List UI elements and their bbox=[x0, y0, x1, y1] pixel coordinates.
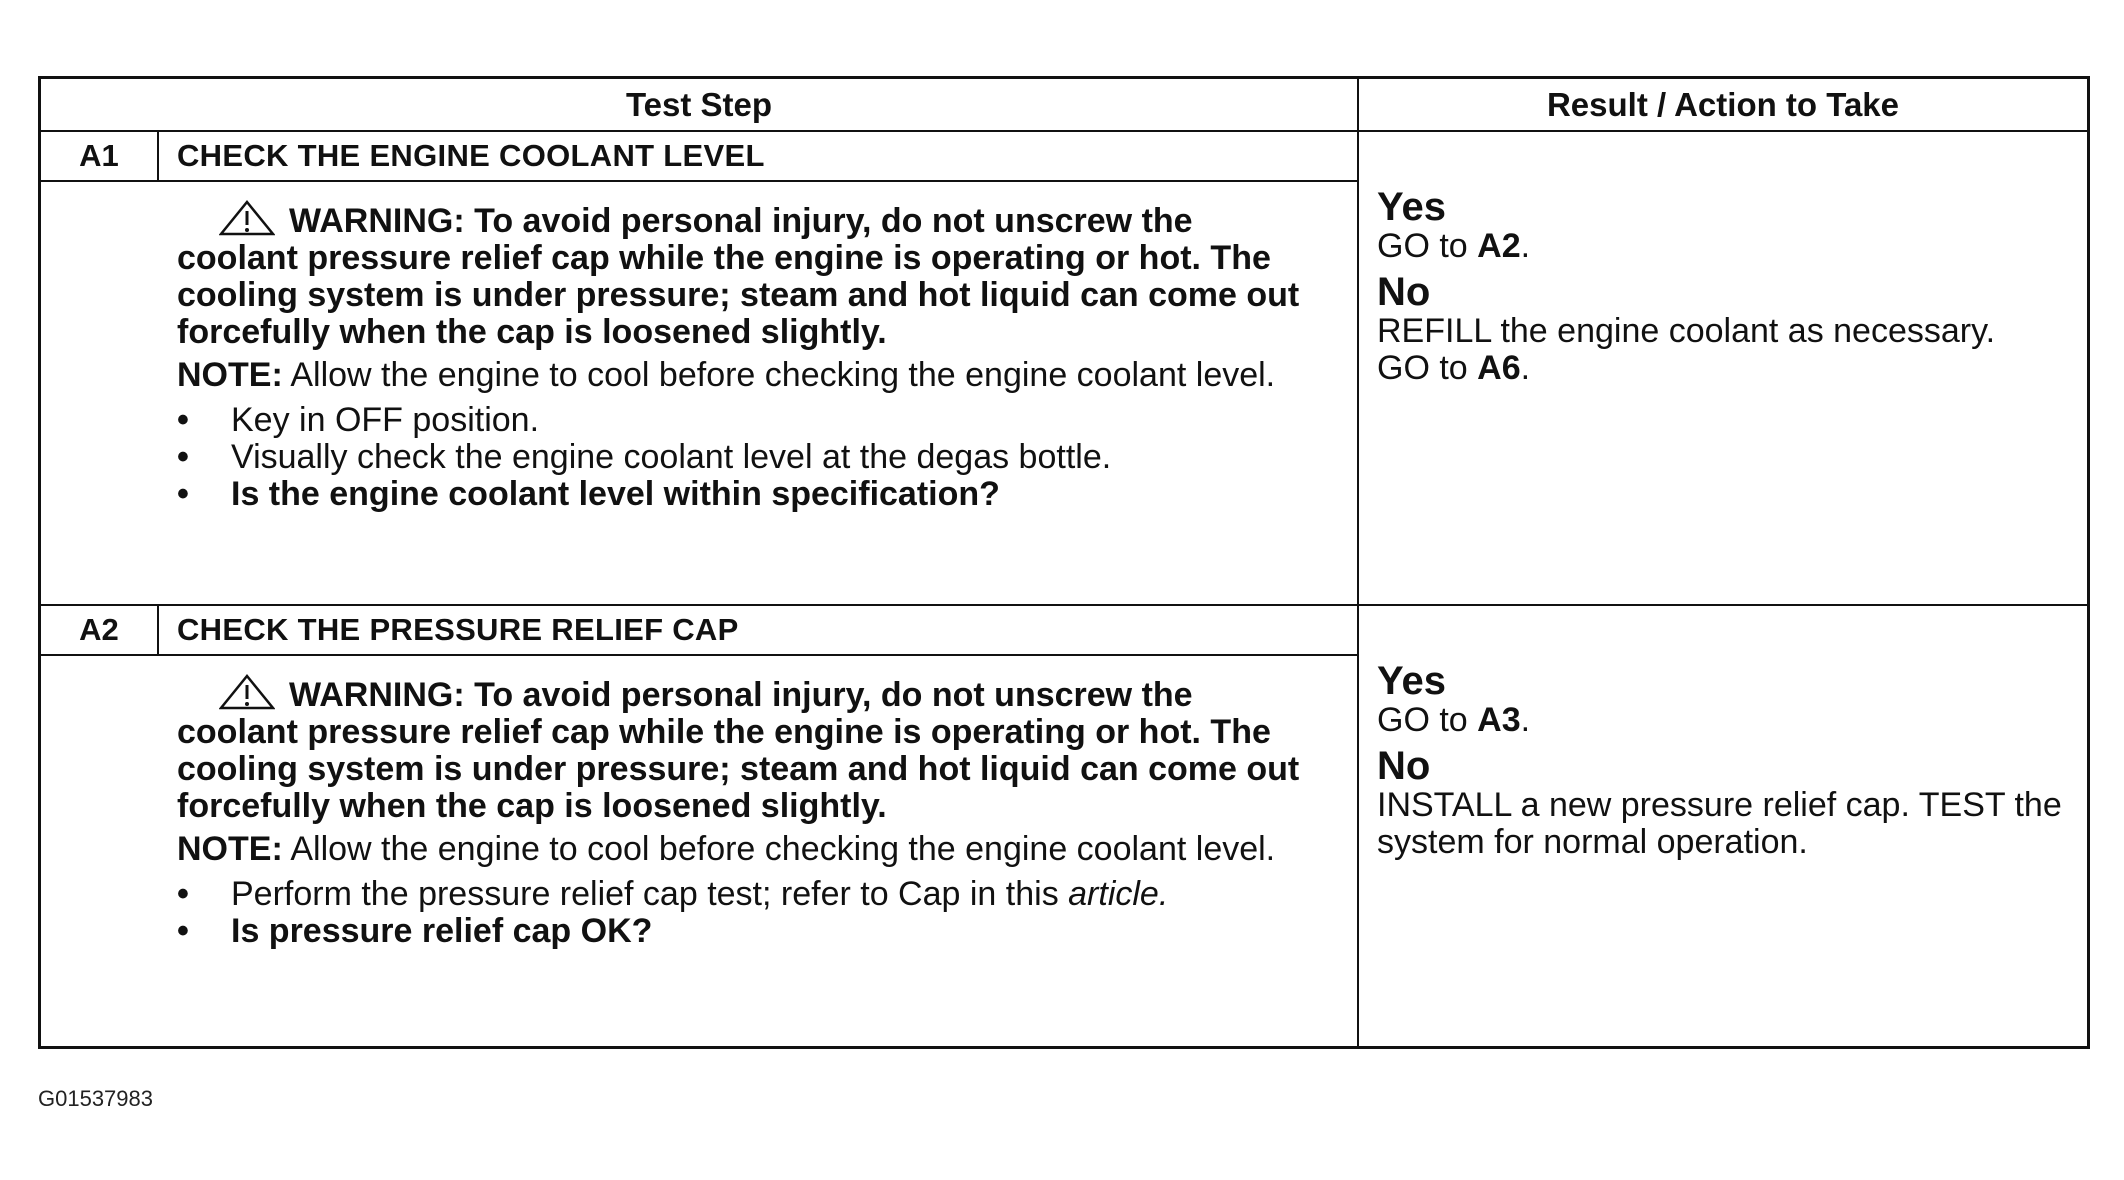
result-cell-a1 bbox=[1359, 132, 2087, 604]
table-row-a1 bbox=[41, 132, 2087, 606]
bullet-list-a2 bbox=[177, 876, 1317, 950]
result-no-text-a2: INSTALL a new pressure relief cap. TEST the system for normal operation. bbox=[1377, 786, 2062, 861]
result-yes-goto-a2: GO to bbox=[1377, 701, 1468, 739]
warning-text-a1 bbox=[177, 200, 1317, 351]
result-no-goto-text-a1: GO to bbox=[1377, 349, 1468, 387]
result-no-label-a2: No bbox=[1377, 744, 1431, 788]
step-body-a1 bbox=[41, 182, 1357, 519]
step-header-a1 bbox=[41, 132, 1357, 182]
result-yes-goto-a1: GO to bbox=[1377, 227, 1468, 265]
list-item-question: • Is the engine coolant level within specification? bbox=[177, 476, 1317, 513]
result-yes-text-a1: GO to A2. bbox=[1377, 227, 1531, 265]
result-yes-ref-a2: A3 bbox=[1477, 701, 1521, 739]
warning-body-a2: WARNING: To avoid personal injury, do not unscrew the coolant pressure relief cap while the engine is operating or hot. The cooling system is under pressure; steam and hot liquid can come out forcefully when the cap is loosened slightly. bbox=[177, 676, 1300, 825]
list-item bbox=[177, 876, 1317, 913]
header-result-action: Result / Action to Take bbox=[1546, 85, 1900, 123]
warning-body-a1: WARNING: To avoid personal injury, do not unscrew the coolant pressure relief cap while the engine is operating or hot. The cooling system is under pressure; steam and hot liquid can come out forcefully when the cap is loosened slightly. bbox=[177, 202, 1300, 351]
warning-triangle-icon bbox=[219, 200, 275, 236]
step-id-a1: A1 bbox=[41, 132, 159, 180]
figure-id: G01537983 bbox=[38, 1086, 153, 1111]
test-step-cell-a2 bbox=[41, 606, 1359, 1046]
diagnostic-table bbox=[38, 76, 2090, 1049]
note-text-a2: Allow the engine to cool before checking the engine coolant level. bbox=[290, 830, 1276, 868]
note-label-a1: NOTE: bbox=[177, 356, 283, 394]
step-header-a2 bbox=[41, 606, 1357, 656]
result-no-text-a1: REFILL the engine coolant as necessary. bbox=[1377, 312, 1996, 350]
note-a2 bbox=[177, 831, 1317, 868]
result-yes-ref-a1: A2 bbox=[1477, 227, 1521, 265]
result-cell-a2 bbox=[1359, 606, 2087, 1046]
result-no-ref-a1: A6 bbox=[1477, 349, 1521, 387]
table-row-a2 bbox=[41, 606, 2087, 1046]
article-reference: article. bbox=[1068, 875, 1169, 913]
result-body-a2 bbox=[1359, 606, 2087, 861]
result-no-label-a1: No bbox=[1377, 270, 1431, 314]
step-id-a2: A2 bbox=[41, 606, 159, 654]
test-step-cell-a1 bbox=[41, 132, 1359, 604]
result-no-goto-a1: GO to A6. bbox=[1377, 349, 1531, 387]
result-yes-label-a2: Yes bbox=[1377, 659, 1446, 703]
table-header-row bbox=[41, 79, 2087, 132]
list-item-question: • Is pressure relief cap OK? bbox=[177, 913, 1317, 950]
result-yes-text-a2: GO to A3. bbox=[1377, 701, 1531, 739]
bullet-list-a1 bbox=[177, 402, 1317, 513]
list-item: • Visually check the engine coolant level at the degas bottle. bbox=[177, 439, 1317, 476]
note-text-a1: Allow the engine to cool before checking the engine coolant level. bbox=[290, 356, 1276, 394]
warning-triangle-icon bbox=[219, 674, 275, 710]
header-test-step: Test Step bbox=[41, 79, 1359, 130]
step-body-a2 bbox=[41, 656, 1357, 956]
result-body-a1 bbox=[1359, 132, 2087, 387]
step-title-a2: CHECK THE PRESSURE RELIEF CAP bbox=[177, 612, 739, 647]
result-yes-label-a1: Yes bbox=[1377, 185, 1446, 229]
note-a1 bbox=[177, 357, 1317, 394]
list-item: • Key in OFF position. bbox=[177, 402, 1317, 439]
warning-text-a2 bbox=[177, 674, 1317, 825]
note-label-a2: NOTE: bbox=[177, 830, 283, 868]
step-title-a1: CHECK THE ENGINE COOLANT LEVEL bbox=[177, 138, 765, 173]
list-item-text: Perform the pressure relief cap test; refer to Cap in this bbox=[231, 875, 1059, 913]
